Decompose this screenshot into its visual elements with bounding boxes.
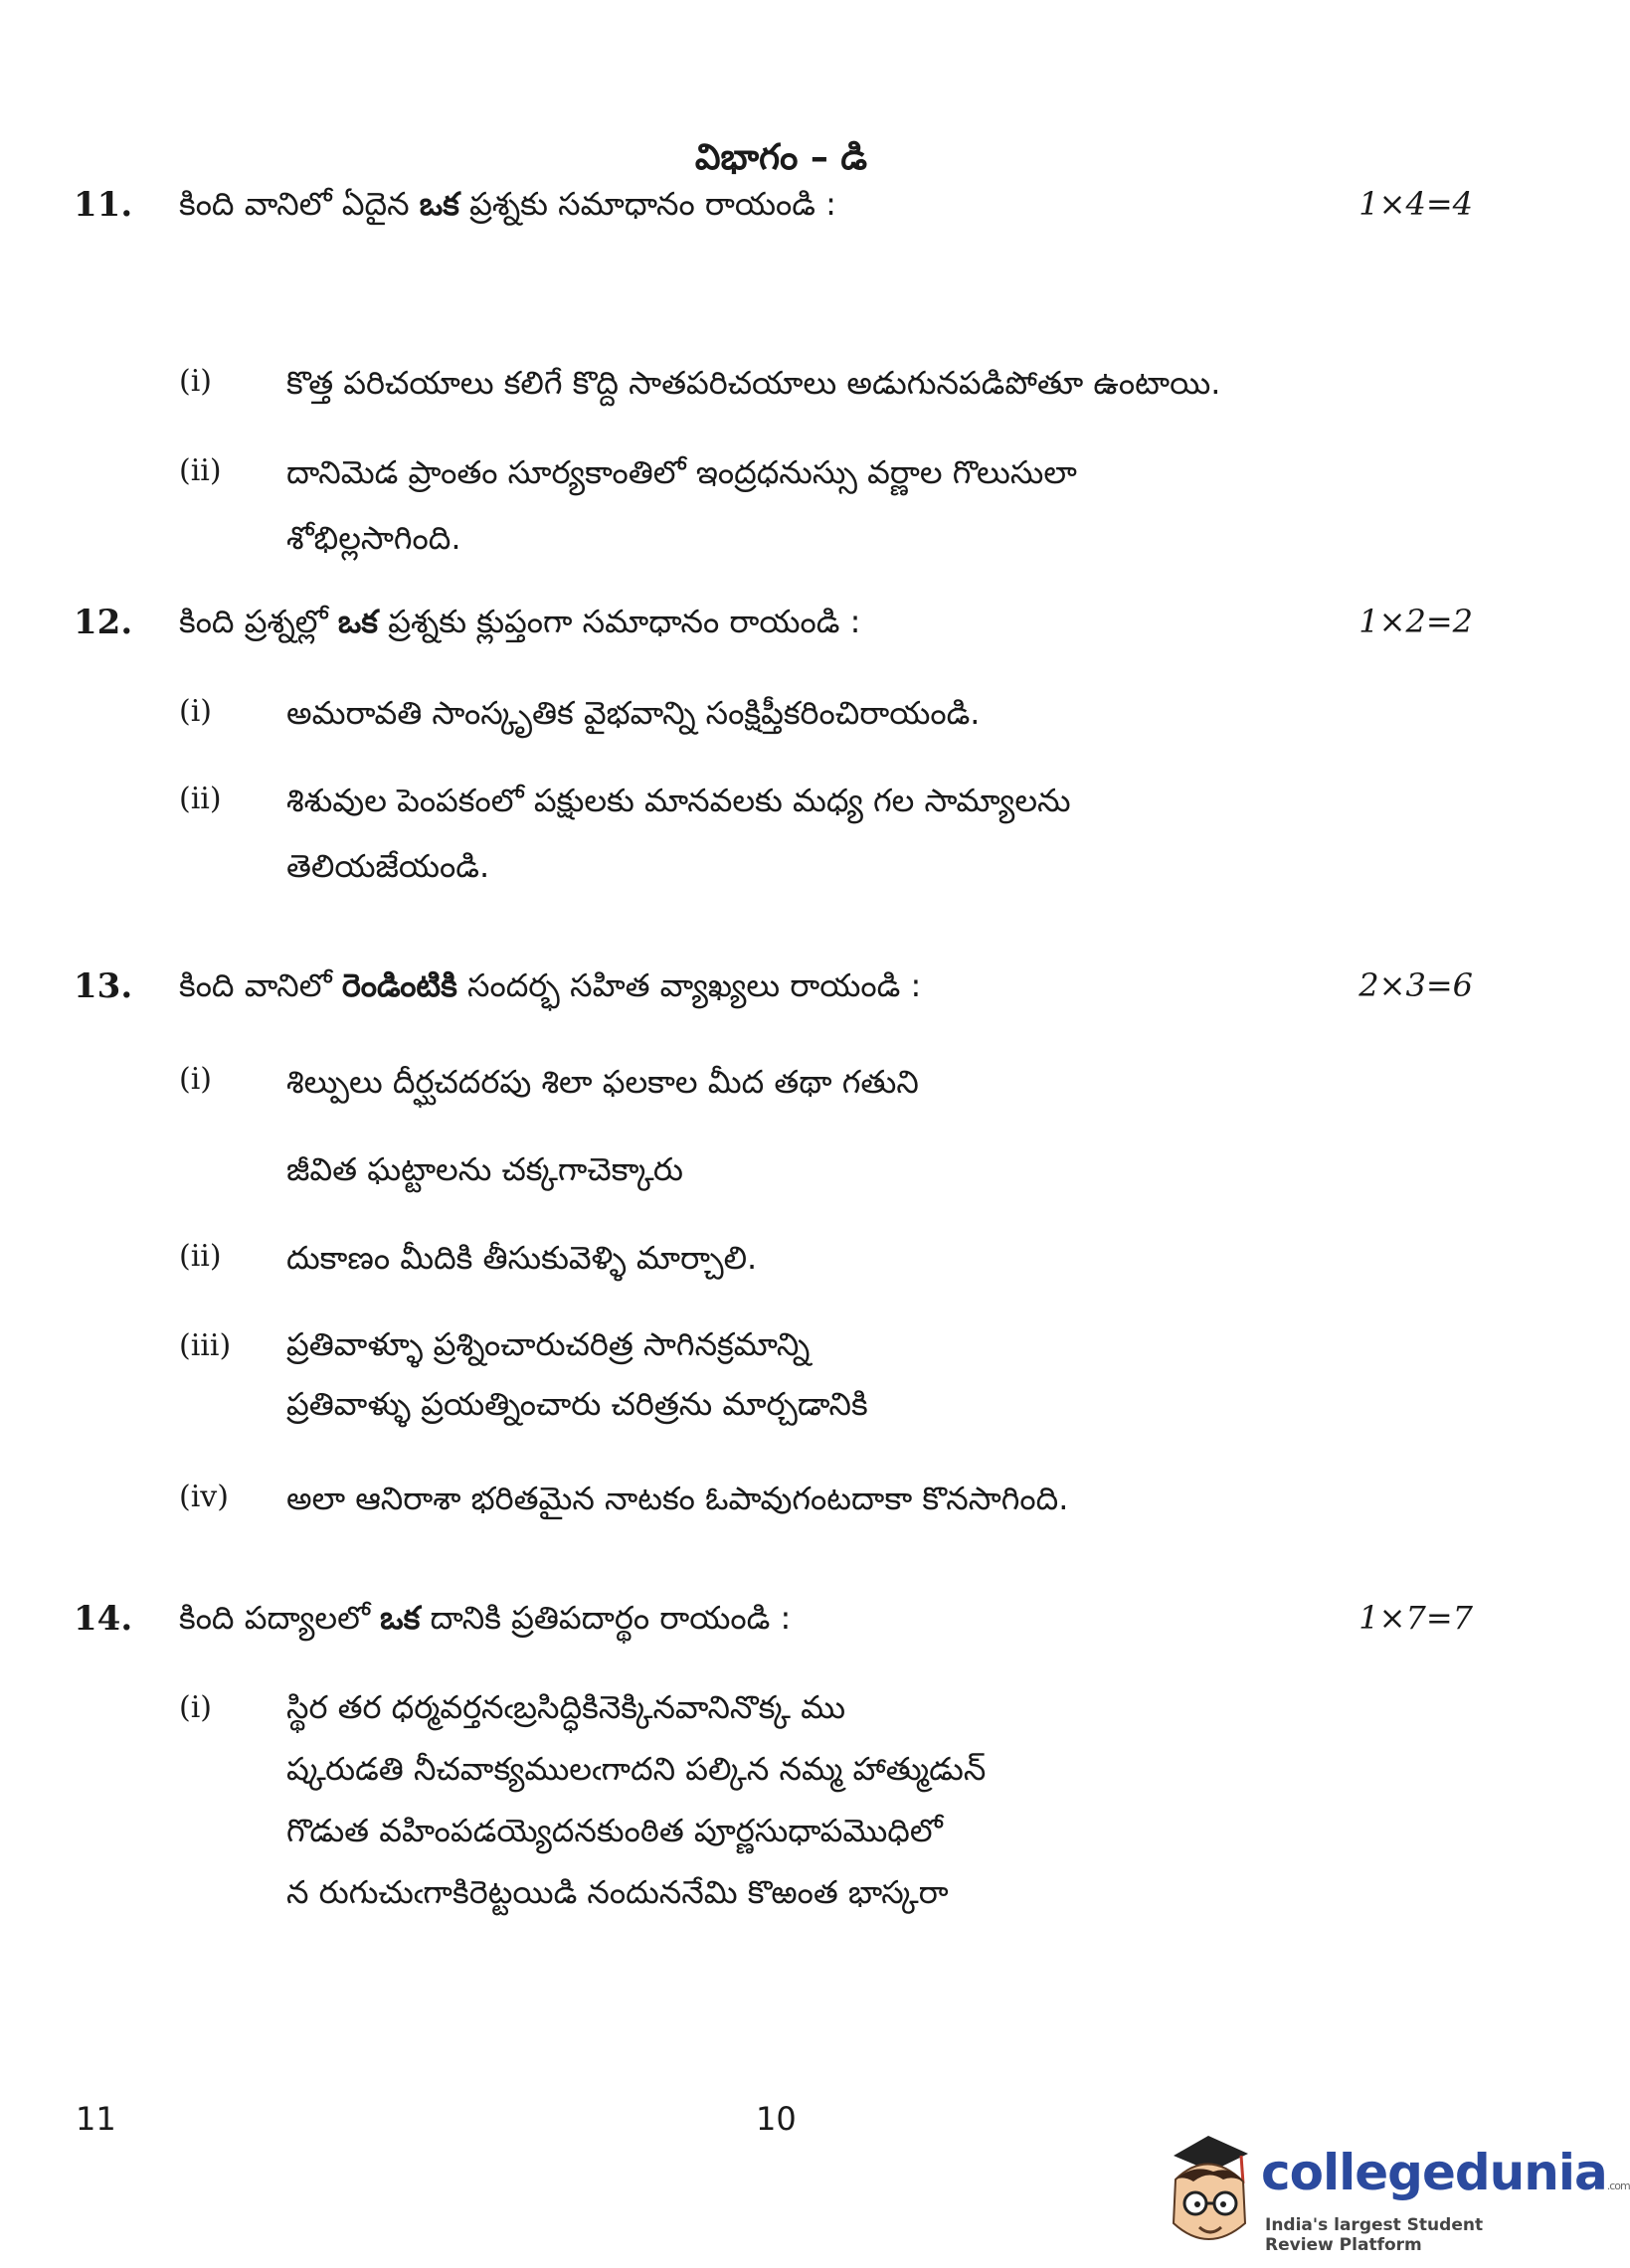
mascot-icon [1154,2128,1263,2257]
item-text: స్థిర తర ధర్మవర్తనఁబ్రసిద్ధికినెక్కినవానినొక్క ము ష్కరుడతి నీచవాక్యములఁగాదని పల్కిన నమ్మ హాత్ముడున్ గొడుత వహింపడయ్యెదనకుంఠిత పూర్ణసుధాపమొధిలో న రుగుచుఁగాకిరెట్టయిడి నందుననేమి కొఱంత భాస్కరా [286,1688,987,1911]
logo-name: collegedunia.com [1261,2144,1630,2201]
logo-tagline: India's largest Student Review Platform [1265,2215,1484,2255]
question-text: కింది పద్యాలలో ఒక దానికి ప్రతిపదార్థం రాయండి : [179,1599,792,1637]
question-number: 11. [74,185,133,225]
question-marks: 1×2=2 [1358,603,1473,640]
item-text: అమరావతి సాంస్కృతిక వైభవాన్ని సంక్షిప్తీకరించిరాయండి. [286,694,981,732]
item-label: (i) [179,1690,213,1725]
question-number: 14. [74,1599,133,1639]
collegedunia-logo[interactable] [1154,2128,1630,2257]
question-text: కింది వానిలో ఏదైన ఒక ప్రశ్నకు సమాధానం రాయండి : [179,185,836,223]
item-label: (i) [179,694,213,729]
item-text: దుకాణం మీదికి తీసుకువెళ్ళి మార్చాలి. [286,1239,758,1277]
item-label: (iii) [179,1328,232,1363]
item-text: కొత్త పరిచయాలు కలిగే కొద్ది సాతపరిచయాలు అడుగునపడిపోతూ ఉంటాయి. [286,364,1221,402]
footer-code: 11 [76,2100,116,2138]
item-label: (iv) [179,1480,229,1514]
question-number: 13. [74,966,133,1006]
page-number: 10 [756,2100,797,2138]
item-label: (ii) [179,453,222,488]
question-marks: 1×7=7 [1358,1599,1473,1637]
item-label: (i) [179,364,213,399]
question-text: కింది వానిలో రెండింటికి సందర్భ సహిత వ్యాఖ్యలు రాయండి : [179,966,922,1004]
item-text: ప్రతివాళ్ళూ ప్రశ్నించారుచరిత్ర సాగినక్రమాన్ని ప్రతివాళ్ళు ప్రయత్నించారు చరిత్రను మార్చడానికి [286,1325,868,1423]
item-text: శిల్పులు దీర్ఘచదరపు శిలా ఫలకాల మీద తథా గతుని జీవిత ఘట్టాలను చక్కగాచెక్కారు [286,1063,919,1188]
item-label: (ii) [179,782,222,816]
item-text: అలా ఆనిరాశా భరితమైన నాటకం ఓపావుగంటదాకా కొనసాగింది. [286,1480,1069,1517]
item-label: (i) [179,1062,213,1097]
logo-dotcom: .com [1606,2180,1630,2192]
question-marks: 2×3=6 [1358,966,1473,1004]
item-text: శిశువుల పెంపకంలో పక్షులకు మానవలకు మధ్య గల సామ్యాలను తెలియజేయండి. [286,782,1071,885]
item-text: దానిమెడ ప్రాంతం సూర్యకాంతిలో ఇంద్రధనుస్సు వర్ణాల గొలుసులా శోభిల్లసాగింది. [286,453,1077,557]
question-marks: 1×4=4 [1358,185,1473,223]
section-title: విభాగం – డి [694,137,868,178]
question-text: కింది ప్రశ్నల్లో ఒక ప్రశ్నకు క్లుప్తంగా సమాధానం రాయండి : [179,603,861,640]
question-number: 12. [74,603,133,642]
item-label: (ii) [179,1239,222,1274]
